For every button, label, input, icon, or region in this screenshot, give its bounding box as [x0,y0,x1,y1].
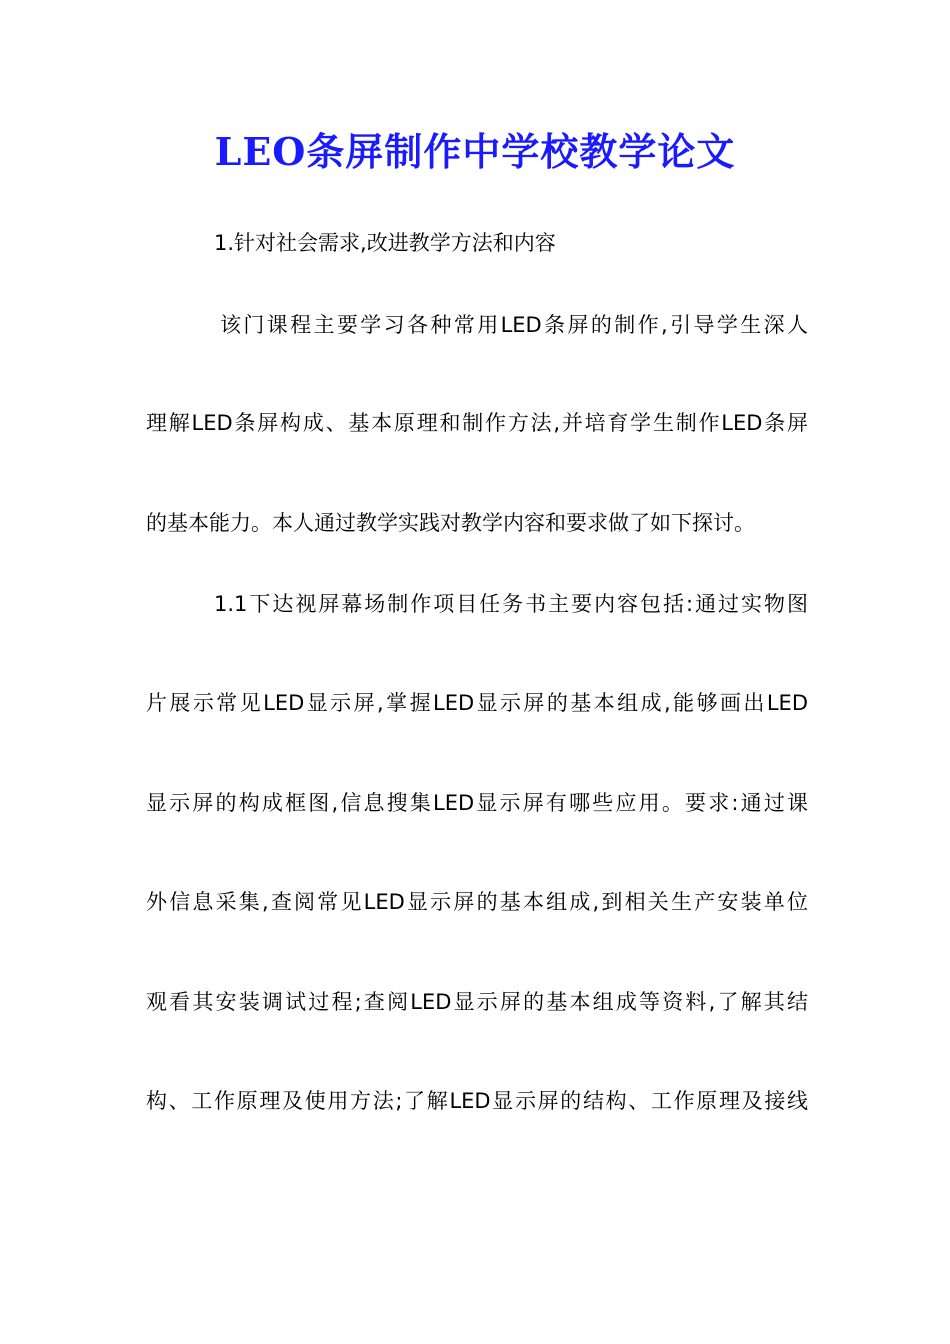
paragraph-2-line-5: 观看其安装调试过程;查阅LED显示屏的基本组成等资料,了解其结 [146,990,808,1014]
paragraph-2-line-2: 片展示常见LED显示屏,掌握LED显示屏的基本组成,能够画出LED [146,691,808,715]
paragraph-2-line-3: 显示屏的构成框图,信息搜集LED显示屏有哪些应用。要求:通过课 [146,791,808,815]
paragraph-1-line-3: 的基本能力。本人通过教学实践对教学内容和要求做了如下探讨。 [146,511,755,535]
paragraph-1-line-1: 该门课程主要学习各种常用LED条屏的制作,引导学生深人 [220,313,808,337]
paragraph-1-line-2: 理解LED条屏构成、基本原理和制作方法,并培育学生制作LED条屏 [146,411,808,435]
paragraph-2-line-6: 构、工作原理及使用方法;了解LED显示屏的结构、工作原理及接线 [146,1089,808,1113]
paragraph-2-line-4: 外信息采集,查阅常见LED显示屏的基本组成,到相关生产安装单位 [146,890,808,914]
document-title: LEO条屏制作中学校教学论文 [214,129,736,174]
section-heading: 1.针对社会需求,改进教学方法和内容 [214,231,556,255]
paragraph-2-line-1: 1.1下达视屏幕场制作项目任务书主要内容包括:通过实物图 [214,592,808,616]
